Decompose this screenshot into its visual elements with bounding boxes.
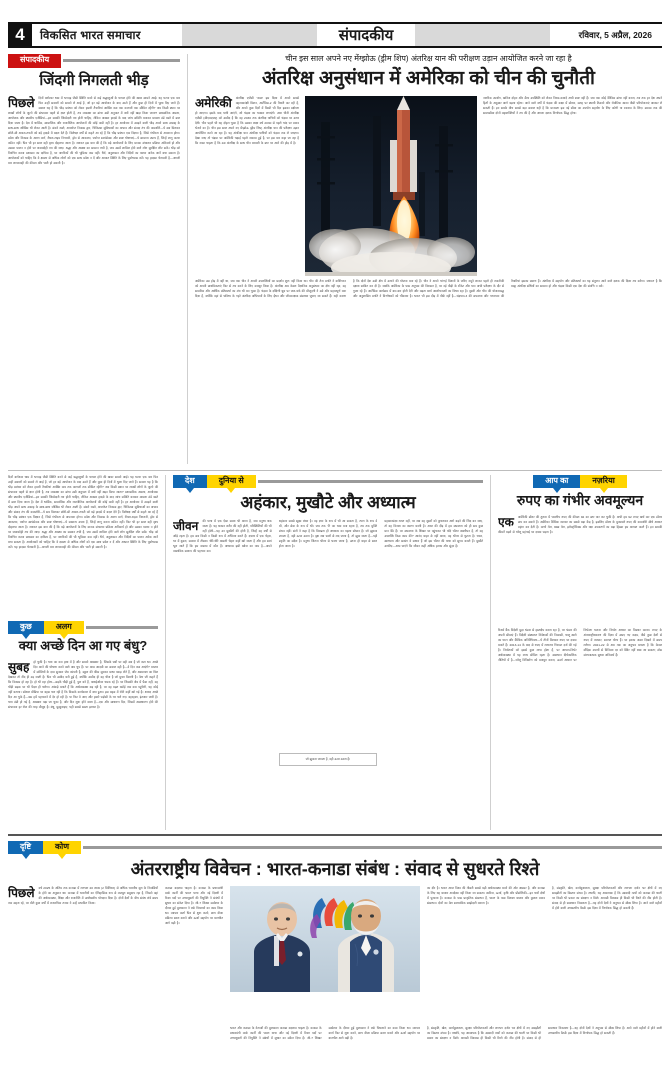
right-col1-text: अमेरिकी डॉलर की तुलना में भारतीय रुपए की कीमत 92 का स्तर पार कर चुकी है। अभी हम 92 रुपए खर्च कर एक डॉलर क्रय कर सकते हैं। अमेरिका वैश्विक व्यापार का सबसे बड़ा केंद्र है, इसलिए डॉलर के मुकाबले रुपए की कमजोरी सीधे आयात महंगा कर देती है। कच्चे तेल, खाद्य तेल, इलेक्ट्रॉनिक्स और रक्षा उपकरणों का बड़ा हिस्सा हम आयात करते हैं। इन सबकी कीमतें बढ़ने से घरेलू महंगाई पर दबाव पड़ता है। xyxy=(498,514,662,534)
right-headline: रुपए का गंभीर अवमूल्यन xyxy=(516,492,644,509)
mid-tag-row xyxy=(173,475,483,489)
bottom-col3-text: का दौर है। भारत आज विश्व की तीसरी सबसे बड़ी अर्थव्यवस्था बनने की ओर अग्रसर है, और कनाडा के लिए यह बाजार अनदेखा नहीं किया जा सकता। खनिज, ऊर्जा, कृषि और प्रौद्योगिकी—इन चारों क्षेत्रों में पूरकता है। कनाडा के पास प्राकृतिक संसाधन हैं, भारत के पास विशाल बाजार और कुशल मानव संसाधन। दोनों का मेल स्वाभाविक साझेदारी बनाता है। xyxy=(427,885,545,905)
masthead-date: रविवार, 5 अप्रैल, 2026 xyxy=(550,24,662,46)
editorial-body-text: दिनों बागेश्वर धाम में भगदड़ जैसी स्थिति बनने से कई श्रद्धालुओं के घायल होने की खबर सामने आई। यह घटना एक बार फिर उन्हीं सवालों को सामने ले आई है, जो हर बड़े आयोजन के बाद उठते हैं और कुछ ही दिनों में भुला दिए जाते हैं। सवाल यह है कि भीड़ प्रबंधन को लेकर हमारी तैयारियां आखिर कब तक कागजों तक सीमित रहेंगी? जब किसी स्थान पर लाखों लोगों के जुटने की संभावना पहले से ज्ञात होती है, तब व्यवस्था का ढांचा उसी अनुपात में क्यों नहीं खड़ा किया जाता? प्रशासनिक अमला, आयोजक और स्थानीय एजेंसियां—इन सबकी जिम्मेदारी तय होनी चाहिए, लेकिन अक्सर हादसे के बाद जांच समिति बनाकर मामला ठंडे बस्ते में डाल दिया जाता है। देश में धार्मिक, सामाजिक और राजनीतिक आयोजनों की कोई कमी नहीं है। हर आयोजन में उमड़ने वाली भीड़ अपने साथ उत्साह के साथ-साथ जोखिम भी लेकर आती है। संकरे रास्ते, अपर्याप्त निकास द्वार, चिकित्सा सुविधाओं का अभाव और संवाद तंत्र की कमजोरी—ये सब मिलकर छोटी-सी अफरा-तफरी को बड़े हादसे में बदल देते हैं। विशेषज्ञ वर्षों से कहते आ रहे हैं कि भीड़ प्रबंधन एक विज्ञान है, जिसे गंभीरता से अपनाना होगा। प्रवेश और निकास के अलग मार्ग, रीयल-टाइम निगरानी, ड्रोन से आकलन, पर्याप्त स्वयंसेवक और स्पष्ट घोषणाएं—ये सामान्य उपाय हैं, जिन्हें लागू करना कठिन नहीं। फिर भी हर साल वही दृश्य दोहराया जाता है। जरूरत इस बात की है कि बड़े आयोजनों के लिए मानक संचालन प्रक्रिया अनिवार्य हो और उसका पालन न होने पर जवाबदेही तय की जाए। श्रद्धा और आस्था का सम्मान तभी है, जब उसमें शामिल होने वाले लोग सुरक्षित लौट सकें। भीड़ को नियंत्रित करना प्रशासन का दायित्व है, पर नागरिकों की भी भूमिका कम नहीं। धैर्य, अनुशासन और निर्देशों का पालन अनेक जानें बचा सकता है। आयोजकों को चाहिए कि वे क्षमता से अधिक लोगों को एक साथ प्रवेश न दें और आपात स्थिति के लिए पूर्वाभ्यास करें। यह हादसा चेतावनी है—अगली बार लापरवाही की कीमत और भारी हो सकती है। xyxy=(8,95,180,165)
bottom-body-col2 xyxy=(165,886,223,1024)
bottom-caption-spacer xyxy=(8,1026,223,1074)
mid-body-col3 xyxy=(384,519,483,829)
bottom-photo-caption: भारत और कनाडा के नेताओं की मुलाकात xyxy=(230,1025,279,1030)
right-dropcap: एक xyxy=(498,514,514,529)
right-body-rest xyxy=(498,628,662,828)
kuch-alag-tag-row xyxy=(8,621,158,635)
right-body-col1 xyxy=(498,515,662,625)
lead-top-row xyxy=(195,96,662,276)
page-body xyxy=(0,54,670,1074)
bottom-body-col3 xyxy=(427,886,545,1024)
editorial-dropcap: पिछले xyxy=(8,95,35,110)
lead-col2-text: अमेरिका उस होड़ में नहीं था, जब तक चीन ने अपनी उपलब्धियों का प्रदर्शन शुरू नहीं किया था। चीन की तेज प्रगति ने वाशिंगटन को अपनी प्राथमिकताएं फिर से तय करने के लिए मजबूर किया है। अंतरिक्ष अब केवल वैज्ञानिक अनुसंधान का क्षेत्र नहीं रहा, वह सामरिक और आर्थिक प्रतिस्पर्धा का मंच भी बन चुका है। चंद्रमा के दक्षिणी ध्रुव पर जल-बर्फ की मौजूदगी ने उसे और महत्वपूर्ण बना दिया है, क्योंकि वहां से भविष्य के गहरे अंतरिक्ष अभियानों के लिए ईंधन और जीवनरक्षक संसाधन जुटाए जा सकते हैं। यही कारण है कि दोनों देश उसी क्षेत्र में उतरने की योजना बना रहे हैं। चीन ने अपने चांग'ई मिशनों के जरिए नमूने लाकर पहले ही तकनीकी दक्षता साबित कर दी है। xyxy=(195,279,504,299)
masthead xyxy=(8,22,662,48)
lead-body-col4 xyxy=(483,96,662,276)
right-tag-blue: आप का xyxy=(533,475,580,489)
mid-tag-yellow: दुनिया से xyxy=(207,475,256,489)
mid-tag-blue: देश xyxy=(173,475,207,489)
rocket-launch-photo xyxy=(305,96,477,276)
leaders-handshake-photo xyxy=(230,886,420,992)
kuch-alag-headline: क्या अच्छे दिन आ गए बंधु? xyxy=(18,638,148,654)
bottom-dropcap: पिछले xyxy=(8,885,35,900)
page-number: 4 xyxy=(8,24,32,46)
divider-2 xyxy=(8,834,662,836)
middle-block xyxy=(8,475,662,830)
editorial-tag: संपादकीय xyxy=(8,54,61,68)
mid-col2-text: अहंकार सबसे सूक्ष्म बंधन है। वह ज्ञान के रूप में भी आ सकता है, त्याग के रूप में भी, और सेवा के रूप में भी। जब तक 'मैं' का भाव बना रहता है, तब तक मुक्ति संभव नहीं। संतों ने कहा है कि विनम्रता ही अध्यात्म का पहला सोपान है। जो झुकना जानता है, वही ऊपर उठता है। वृक्ष जब फलों से लद जाता है, तो झुक जाता है—यही प्रकृति का संदेश है। मनुष्य जितना भीतर से भरता जाता है, उतना ही बाहर से सरल होता जाता है। xyxy=(278,518,378,548)
mid-col1-text: की यात्रा में एक ऐसा समय भी आता है, जब मनुष्य थक जाता है। यह थकान शरीर की नहीं होती, परिस्थितियों की भी नहीं होती—यह उन मुखौटों की होती है, जिन्हें वह वर्षों से ओढ़े रहता है। हम सब किसी न किसी रूप में अभिनय करते हैं। दफ्तर में एक चेहरा, घर में दूसरा, समाज में तीसरा। धीरे-धीरे असली चेहरा कहीं खो जाता है और हम स्वयं भूल जाते हैं कि हम वास्तव में कौन हैं। अध्यात्म इसी खोज का नाम है—अपने वास्तविक स्वरूप की पहचान का। xyxy=(173,518,272,553)
tag-rule xyxy=(63,59,180,62)
editorial-cont-body: दिनों बागेश्वर धाम में भगदड़ जैसी स्थिति बनने से कई श्रद्धालुओं के घायल होने की खबर सामने आई। यह घटना एक बार फिर उन्हीं सवालों को सामने ले आई है, जो हर बड़े आयोजन के बाद उठते हैं और कुछ ही दिनों में भुला दिए जाते हैं। सवाल यह है कि भीड़ प्रबंधन को लेकर हमारी तैयारियां आखिर कब तक कागजों तक सीमित रहेंगी? जब किसी स्थान पर लाखों लोगों के जुटने की संभावना पहले से ज्ञात होती है, तब व्यवस्था का ढांचा उसी अनुपात में क्यों नहीं खड़ा किया जाता? प्रशासनिक अमला, आयोजक और स्थानीय एजेंसियां—इन सबकी जिम्मेदारी तय होनी चाहिए, लेकिन अक्सर हादसे के बाद जांच समिति बनाकर मामला ठंडे बस्ते में डाल दिया जाता है। देश में धार्मिक, सामाजिक और राजनीतिक आयोजनों की कोई कमी नहीं है। हर आयोजन में उमड़ने वाली भीड़ अपने साथ उत्साह के साथ-साथ जोखिम भी लेकर आती है। संकरे रास्ते, अपर्याप्त निकास द्वार, चिकित्सा सुविधाओं का अभाव और संवाद तंत्र की कमजोरी—ये सब मिलकर छोटी-सी अफरा-तफरी को बड़े हादसे में बदल देते हैं। विशेषज्ञ वर्षों से कहते आ रहे हैं कि भीड़ प्रबंधन एक विज्ञान है, जिसे गंभीरता से अपनाना होगा। प्रवेश और निकास के अलग मार्ग, रीयल-टाइम निगरानी, ड्रोन से आकलन, पर्याप्त स्वयंसेवक और स्पष्ट घोषणाएं—ये सामान्य उपाय हैं, जिन्हें लागू करना कठिन नहीं। फिर भी हर साल वही दृश्य दोहराया जाता है। जरूरत इस बात की है कि बड़े आयोजनों के लिए मानक संचालन प्रक्रिया अनिवार्य हो और उसका पालन न होने पर जवाबदेही तय की जाए। श्रद्धा और आस्था का सम्मान तभी है, जब उसमें शामिल होने वाले लोग सुरक्षित लौट सकें। भीड़ को नियंत्रित करना प्रशासन का दायित्व है, पर नागरिकों की भी भूमिका कम नहीं। धैर्य, अनुशासन और निर्देशों का पालन अनेक जानें बचा सकता है। आयोजकों को चाहिए कि वे क्षमता से अधिक लोगों को एक साथ प्रवेश न दें और आपात स्थिति के लिए पूर्वाभ्यास करें। यह हादसा चेतावनी है—अगली बार लापरवाही की कीमत और भारी हो सकती है। xyxy=(8,474,158,549)
mid-body-col1 xyxy=(173,519,272,829)
editorial-body xyxy=(8,96,180,464)
lead-col3-text: जबकि अमेरिका के पास अनुभव की विरासत है, पर नई पीढ़ी के रॉकेट और यान अभी परीक्षण के दौर से गुजर रहे हैं। आर्टेमिस कार्यक्रम में बार-बार होती देरी और बढ़ता खर्च आलोचनाओं का विषय रहा है। दूसरी ओर चीन की योजनाबद्ध और अनुशासित प्रगति ने विश्लेषकों को चौंकाया है। भारत भी इस दौड़ में पीछे नहीं है—चंद्रयान-3 की सफलता और गगनयान की तैयारियां इसका प्रमाण हैं। अंतरिक्ष में सहयोग और प्रतिस्पर्धा का यह संतुलन आने वाले दशक की दिशा तय करेगा। जरूरत है कि बाह्य अंतरिक्ष संधियों का सम्मान हो और चंद्रमा किसी एक देश की संपत्ति न बने। xyxy=(353,279,662,299)
mid-article xyxy=(165,475,483,830)
lead-dropcap: अमेरिकी xyxy=(195,96,232,111)
masthead-spacer-left xyxy=(182,24,317,46)
bottom-tail-text xyxy=(427,1026,662,1074)
leaders-illustration xyxy=(230,886,420,992)
bottom-tag-row xyxy=(8,841,662,855)
mid-dropcap: जीवन xyxy=(173,518,199,533)
bottom-col2-text: कनाडा बदलाव चाहता है। कनाडा के प्रधानमंत्री मार्क कार्नी की भारत यात्रा और नई दिल्ली में रिक्त पदों पर उच्चायुक्तों की नियुक्ति ने संबंधों में सुधार का संकेत दिया है। जी-7 शिखर सम्मेलन के दौरान हुई मुलाकात ने बर्फ पिघलाने का काम किया था। व्यापार वार्ता फिर से शुरू करने, छात्र वीजा प्रक्रिया सरल बनाने और ऊर्जा सहयोग पर बातचीत आगे बढ़ी है। xyxy=(165,885,223,925)
bottom-body-col4 xyxy=(552,886,662,1024)
mid-body-col2 xyxy=(279,519,378,749)
divider-1 xyxy=(8,470,662,471)
lead-kicker: चीन इस साल अपने नए मेंग्झोऊ (ड्रीम शिप) अंतरिक्ष यान की परीक्षण उड़ान आयोजित करने जा रहा है xyxy=(285,54,572,63)
bottom-tag-blue: दृष्टि xyxy=(8,841,43,855)
right-col3-text: समाधान दीर्घकालिक नीतियों में है—घरेलू विनिर्माण को मजबूत करना, ऊर्जा आयात पर निर्भरता घटाना और निर्यात आधार का विस्तार करना। रुपए के अंतरराष्ट्रीयकरण की दिशा में उठाए गए कदम, जैसे कुछ देशों से रुपए में व्यापार, स्वागत योग्य हैं। पर इनका असर दिखने में समय लगेगा। 2021-22 से अब तक का अनुभव बताता है कि केवल मौद्रिक उपायों से विनिमय दर को स्थिर नहीं रखा जा सकता; ठोस संरचनात्मक सुधार अनिवार्य हैं। xyxy=(498,627,662,662)
bottom-body-col1 xyxy=(8,886,158,1024)
rocket-launch-illustration xyxy=(305,96,477,276)
bottom-headline: अंतरराष्ट्रीय विवेचन : भारत-कनाडा संबंध : संवाद से सुधरते रिश्ते xyxy=(130,859,540,880)
kuch-alag-rule xyxy=(86,626,158,629)
kuch-alag-body xyxy=(8,660,158,830)
editorial-tag-row xyxy=(8,54,180,68)
bottom-caption-filler: कनाडा बदलाव चाहता है। कनाडा के प्रधानमंत्री मार्क कार्नी की भारत यात्रा और नई दिल्ली में रिक्त पदों पर उच्चायुक्तों की नियुक्ति ने संबंधों में सुधार का संकेत दिया है। जी-7 शिखर सम्मेलन के दौरान हुई मुलाकात ने बर्फ पिघलाने का काम किया था। व्यापार वार्ता फिर से शुरू करने, छात्र वीजा प्रक्रिया सरल बनाने और ऊर्जा सहयोग पर बातचीत आगे बढ़ी है। xyxy=(230,1025,420,1040)
kuch-alag-tag-yellow: अलग xyxy=(44,621,84,635)
mid-tag-rule xyxy=(258,480,483,483)
kuch-alag-tag-blue: कुछ xyxy=(8,621,44,635)
mid-quote-text: जो झुकना जानता है, वही ऊपर उठता है। xyxy=(305,756,351,761)
mid-body-row xyxy=(173,519,483,829)
right-tag-yellow: नज़रिया xyxy=(580,475,626,489)
top-block xyxy=(8,54,662,464)
right-tag-row xyxy=(498,475,662,489)
mid-col2-wrap xyxy=(279,519,378,829)
bottom-col1-text: वर्ष 2025 के अंतिम तक कनाडा में लगभग 20 लाख (2 मिलियन) से अधिक भारतीय मूल के निवासियों के होने का अनुमान था। कनाडा में भारतीयों का ऐतिहासिक रूप से मजबूत समुदाय रहा है, जिसने वहां की अर्थव्यवस्था, शिक्षा और राजनीति में उल्लेखनीय योगदान दिया है। दोनों देशों के बीच संबंध लंबे समय तक सहज रहे, पर बीते कुछ वर्षों में राजनयिक तनाव ने उन्हें प्रभावित किया। xyxy=(8,885,158,905)
lead-headline: अंतरिक्ष अनुसंधान में अमेरिका को चीन की चुनौती xyxy=(262,68,595,90)
editorial-article xyxy=(8,54,180,464)
editorial-headline: जिंदगी निगलती भीड़ xyxy=(39,71,149,89)
lead-body-col1 xyxy=(195,96,299,276)
lead-col1-text: अंतरिक्ष एजेंसी 'नासा' इस दिशा में अपने सबसे महत्वाकांक्षी मिशन, आर्टेमिस-2 की तैयारी कर रही है, और अपने कुछ दिनों में किसी भी दिन इसका प्रक्षेपण हो जाएगा। इसके बाद यात्री आएंगे, जो चंद्रमा का चक्कर लगाएंगे। उधर चीनी अंतरिक्ष एजेंसी (सीएमएसए) को उम्मीद है कि वह 2030 तक अंतरिक्ष यात्रियों को चंद्रमा पर उतार देगी। चीन पहले भी यह दोहरा चुका है कि उसका लक्ष्य वर्ष 2030 से पहले चांद पर मानव भेजने का है। चीन इस साल अपने नए मेंग्झोऊ (ड्रीम शिप) अंतरिक्ष यान की परीक्षण उड़ान आयोजित करने जा रहा है। यह अंतरिक्ष यान अंतरिक्ष यात्रियों को चंद्रमा तक ले जाएगा। देखा जाए तो चंद्रमा पर अमेरिकी चढ़ाई पहले नाकाम हुई है, पर इस बार कहा जा रहा है कि नासा चाहता है कि उस अंतरिक्ष के साथ चीन बराबरी के स्तर पर आने की होड़ में है। xyxy=(195,96,299,146)
lead-body-continuation xyxy=(195,279,662,421)
right-col2-text: रिजर्व बैंक विदेशी मुद्रा भंडार से हस्तक्षेप करता रहा है, पर भंडार की अपनी सीमाएं हैं। विदेशी संस्थागत निवेशकों की निकासी, चालू खाते का घाटा और वैश्विक अनिश्चितता—ये तीनों मिलकर रुपए पर दबाव बनाते हैं। 2013-14 के बाद से रुपए में लगातार गिरावट दर्ज की गई है। निर्यातकों को इससे कुछ लाभ होता है, पर आयात-निर्भर अर्थव्यवस्था में यह लाभ सीमित रहता है। xyxy=(498,627,577,657)
mid-col3-text: महत्वाकांक्षा गलत नहीं, पर जब वह दूसरों को कुचलकर आगे बढ़ने की जिद बन जाए, तो वह विनाश का कारण बनती है। आज की दौड़ में हम सफलता को ही सब कुछ मान बैठे हैं। पर सफलता के शिखर पर पहुंचकर भी यदि भीतर खालीपन है, तो वह उपलब्धि किस काम की? आनंद बाहर से नहीं आता, वह भीतर से फूटता है। ध्यान, स्वाध्याय और सत्संग वे साधन हैं जो इस भीतर की यात्रा को सुगम बनाते हैं। मुखौटे उतारिए—आप पाएंगे कि जीवन कहीं अधिक हल्का और सुंदर है। xyxy=(384,518,484,548)
bottom-col4-text: है, संस्कृति, खेल, कार्यकुशलता, सुरक्षा परियोजनाओं और लगभग दर्जन भर क्षेत्रों में नए समझौतों का विस्तार संभव है। तथापि, यह आवश्यक है कि उग्रवादी तत्वों को कनाडा की धरती पर किसी भी प्रकार का संरक्षण न मिले। आपसी विश्वास ही किसी भी रिश्ते की नींव होती है। संवाद से ही समाधान निकलता है—यह दोनों देशों ने अनुभव से सीख लिया है। आने वाले महीनों में होने वाली उच्चस्तरीय बैठकें इस दिशा में निर्णायक सिद्ध हो सकती हैं। xyxy=(552,885,662,910)
right-article xyxy=(490,475,662,830)
kuch-alag-body-text: हो चुकी है। चाय का कप हाथ में है और सामने अखबार है, जिसके पन्नों पर वही सब है जो कल था। अच्छे दिन आने की घोषणा करने वाले अब चुप हैं। पर आम आदमी का सवाल वही है—वे दिन कब आएंगे? बाजार में सब्जियों के दाम सुनकर जेब कांपती है, स्कूल की फीस सुनकर माथा पकड़ लेते हैं, और अस्पताल का बिल देखकर तो नींद ही उड़ जाती है। फिर भी उम्मीद बनी हुई है, क्योंकि उम्मीद ही वह चीज है जो मुफ्त मिलती है। नेता जी कहते हैं कि विकास हो रहा है। हो भी रहा होगा—सड़कें चौड़ी हुई हैं, पुल बने हैं, फ्लाईओवर चमक रहे हैं। पर जिसकी जेब में पैसा नहीं, वह चौड़ी सड़क पर भी पैदल ही चलेगा। आंकड़े बताते हैं कि अर्थव्यवस्था बढ़ रही है, पर वह बढ़त रसोई तक कब पहुंचेगी, यह कोई नहीं बताता। सोशल मीडिया पर बहस चल रही है कि किसके कार्यकाल में क्या हुआ। इस बहस में रोटी कहीं खो गई है। शायद अच्छे दिन आ चुके हैं—बस हमें पहचानने में देर हो रही है। या फिर वे आए और हमारे पड़ोसी के घर चले गए। बहरहाल, इंतजार जारी है। चाय ठंडी हो गई है, अखबार पढ़ा जा चुका है, और दिन शुरू होने वाला है—एक और साधारण दिन, जिसमें असाधारण होने की संभावना हर रोज की तरह मौजूद है। बंधु, मुस्कुराइए; यही सबसे सस्ता इलाज है। xyxy=(8,659,158,709)
masthead-spacer-right xyxy=(415,24,550,46)
section-title: संपादकीय xyxy=(317,24,416,46)
bottom-caption-row xyxy=(8,1026,662,1074)
kuch-alag-dropcap: सुबह xyxy=(8,659,30,674)
mid-headline: अहंकार, मुखौटे और अध्यात्म xyxy=(240,493,416,513)
lead-article xyxy=(187,54,662,464)
paper-name: विकसित भारत समाचार xyxy=(32,24,182,46)
bottom-photo-caption-block xyxy=(230,1026,420,1074)
editorial-continuation xyxy=(8,475,158,830)
bottom-body-row xyxy=(8,886,662,1024)
mid-quote-box xyxy=(279,753,378,766)
bottom-tag-rule xyxy=(83,846,662,849)
editorial-cont-text xyxy=(8,475,158,615)
bottom-article xyxy=(8,841,662,1074)
bottom-tag-yellow: कोण xyxy=(43,841,81,855)
lead-col4-text: नागरिक उपयोग, खनिज दोहन और सैन्य उपस्थिति को लेकर नियम-कायदे अभी स्पष्ट नहीं हैं। जब तक कोई वैश्विक ढांचा नहीं बनता, तब तक हर देश अपने हितों के अनुसार आगे बढ़ता रहेगा। आने वाले वर्षों में चंद्रमा की कक्षा में स्टेशन, सतह पर स्थायी ठिकाने और रोबोटिक खनन जैसी परियोजनाएं आकार ले सकती हैं। इन सबके बीच सबसे बड़ा सवाल यही है कि मानवता इस नई सीमा का उपयोग सहयोग के लिए करेगी या टकराव के लिए। 2030 तक की समयसीमा दोनों महाशक्तियों ने तय की है और अगला दशक निर्णायक सिद्ध होगा। xyxy=(483,96,662,116)
bottom-tail-body: है, संस्कृति, खेल, कार्यकुशलता, सुरक्षा परियोजनाओं और लगभग दर्जन भर क्षेत्रों में नए समझौतों का विस्तार संभव है। तथापि, यह आवश्यक है कि उग्रवादी तत्वों को कनाडा की धरती पर किसी भी प्रकार का संरक्षण न मिले। आपसी विश्वास ही किसी भी रिश्ते की नींव होती है। संवाद से ही समाधान निकलता है—यह दोनों देशों ने अनुभव से सीख लिया है। आने वाले महीनों में होने वाली उच्चस्तरीय बैठकें इस दिशा में निर्णायक सिद्ध हो सकती हैं। xyxy=(427,1025,662,1040)
